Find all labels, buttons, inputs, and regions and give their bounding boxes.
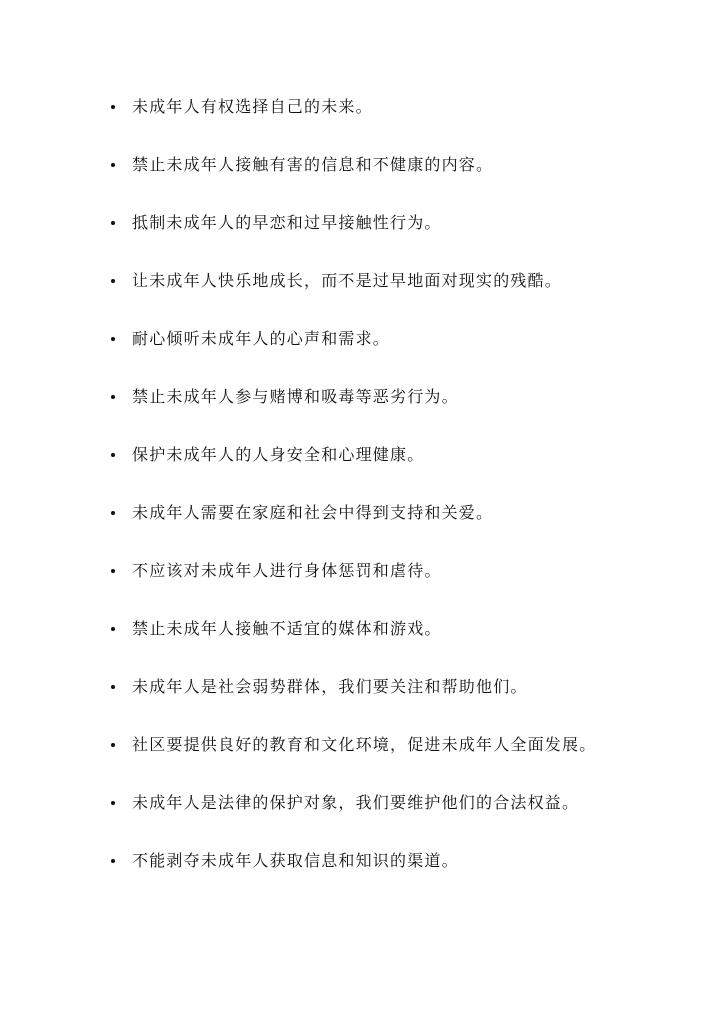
bullet-dot xyxy=(111,221,115,225)
bullet-dot xyxy=(111,279,115,283)
bullet-dot xyxy=(111,395,115,399)
list-item-text: 社区要提供良好的教育和文化环境，促进未成年人全面发展。 xyxy=(132,735,597,754)
list-item xyxy=(111,542,631,600)
list-item-text: 保护未成年人的人身安全和心理健康。 xyxy=(132,445,425,464)
list-item xyxy=(111,136,631,194)
bullet-dot xyxy=(111,569,115,573)
list-item xyxy=(111,774,631,832)
list-item xyxy=(111,78,631,136)
list-item-text: 不应该对未成年人进行身体惩罚和虐待。 xyxy=(132,561,442,580)
bullet-dot xyxy=(111,627,115,631)
list-item xyxy=(111,716,631,774)
list-item-text: 未成年人是法律的保护对象，我们要维护他们的合法权益。 xyxy=(132,793,580,812)
list-item xyxy=(111,310,631,368)
list-item-text: 禁止未成年人参与赌博和吸毒等恶劣行为。 xyxy=(132,387,459,406)
list-item-text: 禁止未成年人接触有害的信息和不健康的内容。 xyxy=(132,155,494,174)
list-item-text: 抵制未成年人的早恋和过早接触性行为。 xyxy=(132,213,442,232)
list-item-text: 不能剥夺未成年人获取信息和知识的渠道。 xyxy=(132,851,459,870)
list-item xyxy=(111,194,631,252)
list-item xyxy=(111,600,631,658)
list-item xyxy=(111,484,631,542)
bullet-dot xyxy=(111,105,115,109)
list-item-text: 禁止未成年人接触不适宜的媒体和游戏。 xyxy=(132,619,442,638)
bullet-dot xyxy=(111,859,115,863)
bullet-dot xyxy=(111,685,115,689)
list-item xyxy=(111,426,631,484)
bullet-dot xyxy=(111,511,115,515)
bullet-dot xyxy=(111,801,115,805)
bullet-dot xyxy=(111,337,115,341)
list-item-text: 让未成年人快乐地成长，而不是过早地面对现实的残酷。 xyxy=(132,271,563,290)
list-item-text: 未成年人需要在家庭和社会中得到支持和关爱。 xyxy=(132,503,494,522)
bullet-list xyxy=(111,78,631,890)
list-item xyxy=(111,368,631,426)
list-item-text: 未成年人是社会弱势群体，我们要关注和帮助他们。 xyxy=(132,677,528,696)
list-item xyxy=(111,252,631,310)
list-item xyxy=(111,658,631,716)
bullet-dot xyxy=(111,163,115,167)
bullet-dot xyxy=(111,453,115,457)
list-item xyxy=(111,832,631,890)
list-item-text: 耐心倾听未成年人的心声和需求。 xyxy=(132,329,391,348)
list-item-text: 未成年人有权选择自己的未来。 xyxy=(132,97,373,116)
bullet-dot xyxy=(111,743,115,747)
